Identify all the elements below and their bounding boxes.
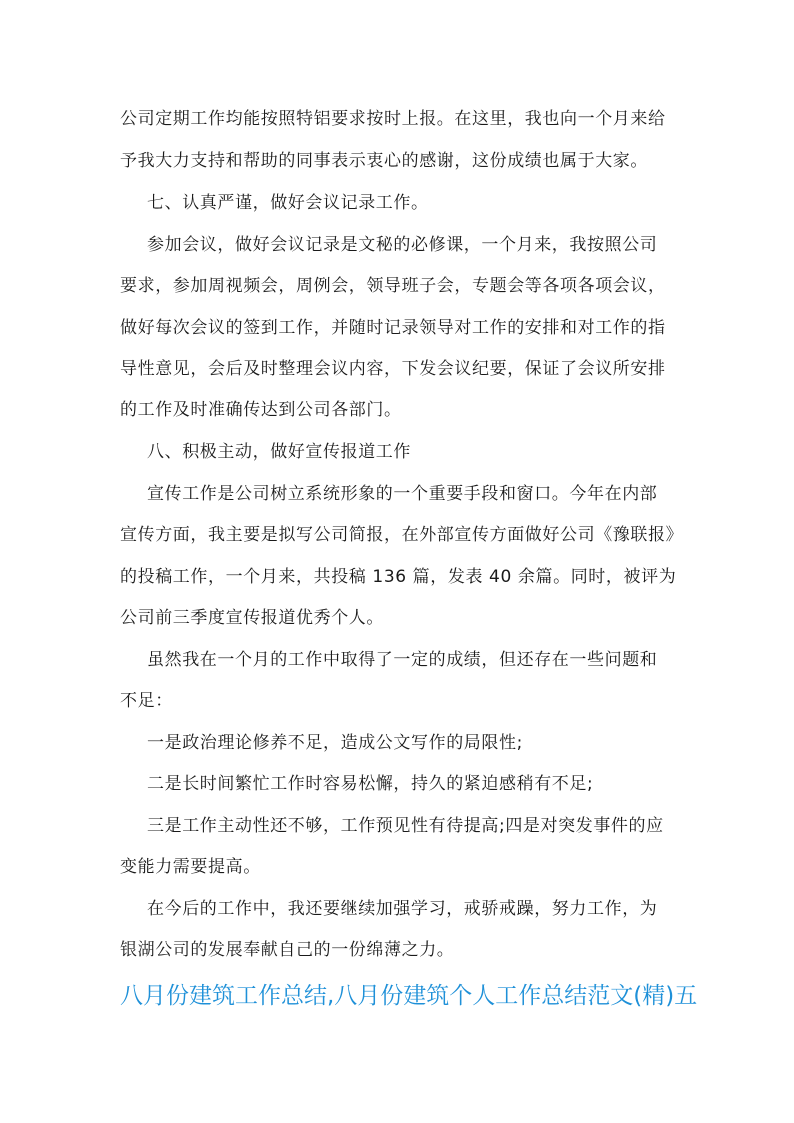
paragraph-line: 参加会议，做好会议记录是文秘的必修课，一个月来，我按照公司 — [147, 235, 658, 255]
paragraph-line: 的工作及时准确传达到公司各部门。 — [120, 400, 402, 420]
list-item: 三是工作主动性还不够，工作预见性有待提高;四是对突发事件的应 — [147, 816, 664, 836]
paragraph-line: 银湖公司的发展奉献自己的一份绵薄之力。 — [120, 940, 455, 960]
section-heading-seven: 七、认真严谨，做好会议记录工作。 — [147, 193, 429, 213]
paragraph-line: 变能力需要提高。 — [120, 857, 261, 877]
paragraph-line: 公司前三季度宣传报道优秀个人。 — [120, 608, 384, 628]
paragraph-line: 虽然我在一个月的工作中取得了一定的成绩，但还存在一些问题和 — [147, 650, 658, 670]
next-article-title: 八月份建筑工作总结,八月份建筑个人工作总结范文(精)五 — [120, 983, 698, 1009]
paragraph-line: 做好每次会议的签到工作，并随时记录领导对工作的安排和对工作的指 — [120, 318, 666, 338]
paragraph-line: 公司定期工作均能按照特铝要求按时上报。在这里，我也向一个月来给 — [120, 109, 666, 129]
list-item: 二是长时间繁忙工作时容易松懈，持久的紧迫感稍有不足; — [147, 774, 594, 794]
list-item: 一是政治理论修养不足，造成公文写作的局限性; — [147, 733, 523, 753]
paragraph-line: 在今后的工作中，我还要继续加强学习，戒骄戒躁，努力工作，为 — [147, 899, 658, 919]
paragraph-line: 不足： — [120, 691, 173, 711]
paragraph-line: 宣传工作是公司树立系统形象的一个重要手段和窗口。今年在内部 — [147, 484, 658, 504]
paragraph-line: 导性意见，会后及时整理会议内容，下发会议纪要，保证了会议所安排 — [120, 359, 666, 379]
paragraph-line: 要求，参加周视频会，周例会，领导班子会，专题会等各项各项会议， — [120, 276, 666, 296]
paragraph-line: 予我大力支持和帮助的同事表示衷心的感谢，这份成绩也属于大家。 — [120, 151, 648, 171]
paragraph-line: 的投稿工作，一个月来，共投稿 136 篇，发表 40 余篇。同时，被评为 — [120, 567, 677, 587]
paragraph-line: 宣传方面，我主要是拟写公司简报，在外部宣传方面做好公司《豫联报》 — [120, 525, 684, 545]
section-heading-eight: 八、积极主动，做好宣传报道工作 — [147, 442, 411, 462]
